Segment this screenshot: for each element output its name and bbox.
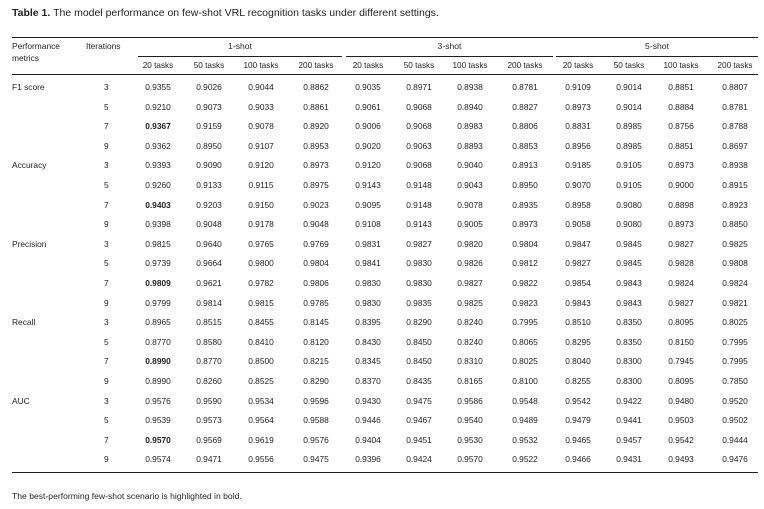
table-cell: 0.8971 [406, 82, 432, 92]
table-cell: 0.9765 [248, 238, 274, 249]
table-cell: 0.8697 [722, 140, 748, 151]
table-cell: 0.9569 [196, 434, 222, 445]
table-cell: 0.9576 [303, 434, 329, 445]
table-cell: 0.9835 [406, 297, 432, 308]
table-cell: 0.8025 [512, 356, 538, 367]
table-cell: 0.8950 [196, 140, 222, 151]
table-cell: 0.9068 [406, 160, 432, 171]
iteration-value: 9 [104, 219, 109, 230]
table-cell: 0.9033 [248, 101, 274, 112]
group-underline-2 [556, 56, 758, 57]
table-cell: 0.9068 [406, 121, 432, 132]
table-cell: 0.9404 [355, 434, 381, 445]
table-cell: 0.7945 [668, 356, 694, 367]
table-cell: 0.9830 [355, 297, 381, 308]
table-cell: 0.8515 [196, 317, 222, 328]
table-cell: 0.9040 [457, 160, 483, 171]
metric-name: AUC [12, 395, 30, 406]
subheader-tasks: 100 tasks [452, 61, 488, 70]
table-cell: 0.8350 [616, 336, 642, 347]
table-cell: 0.9023 [303, 199, 329, 210]
table-cell: 0.9822 [512, 278, 538, 288]
table-cell: 0.9403 [145, 199, 171, 210]
table-cell: 0.8290 [406, 317, 432, 328]
table-cell: 0.8861 [303, 101, 329, 112]
table-cell: 0.9393 [145, 160, 171, 171]
table-cell: 0.9441 [616, 415, 642, 426]
table-cell: 0.8410 [248, 336, 274, 347]
table-cell: 0.8150 [668, 336, 694, 347]
iteration-value: 7 [104, 356, 109, 367]
table-cell: 0.8770 [196, 356, 222, 367]
header-iterations: Iterations [86, 41, 121, 51]
table-cell: 0.9532 [512, 434, 538, 445]
table-caption-text: The model performance on few-shot VRL recognition tasks under different settings. [53, 7, 439, 19]
table-cell: 0.8770 [145, 336, 171, 347]
table-cell: 0.8973 [668, 160, 694, 171]
table-cell: 0.8915 [722, 180, 748, 190]
table-cell: 0.9107 [248, 140, 274, 151]
table-cell: 0.9808 [722, 258, 748, 269]
table-cell: 0.9804 [303, 258, 329, 269]
iteration-value: 7 [104, 434, 109, 445]
table-cell: 0.9178 [248, 219, 274, 230]
table-cell: 0.9540 [457, 415, 483, 426]
table-cell: 0.8040 [565, 356, 591, 367]
table-cell: 0.9502 [722, 415, 748, 426]
table-cell: 0.8827 [512, 101, 538, 112]
iteration-value: 5 [104, 180, 109, 190]
table-cell: 0.8990 [145, 376, 171, 386]
table-cell: 0.9105 [616, 160, 642, 171]
table-cell: 0.9814 [196, 297, 222, 308]
table-cell: 0.8956 [565, 140, 591, 151]
table-cell: 0.9621 [196, 278, 222, 288]
table-cell: 0.8851 [668, 140, 694, 151]
table-cell: 0.8500 [248, 356, 274, 367]
table-cell: 0.9396 [355, 454, 381, 465]
table-cell: 0.8290 [303, 376, 329, 386]
table-cell: 0.9070 [565, 180, 591, 190]
table-cell: 0.9640 [196, 238, 222, 249]
table-cell: 0.9769 [303, 238, 329, 249]
table-cell: 0.8831 [565, 121, 591, 132]
table-cell: 0.8095 [668, 317, 694, 328]
table-cell: 0.8975 [303, 180, 329, 190]
subheader-tasks: 200 tasks [298, 61, 334, 70]
table-cell: 0.9362 [145, 140, 171, 151]
table-cell: 0.9825 [457, 297, 483, 308]
table-cell: 0.8295 [565, 336, 591, 347]
table-cell: 0.9260 [145, 180, 171, 190]
table-cell: 0.8985 [616, 140, 642, 151]
table-cell: 0.9823 [512, 297, 538, 308]
table-cell: 0.9824 [668, 278, 694, 288]
table-cell: 0.8973 [668, 219, 694, 230]
table-cell: 0.9800 [248, 258, 274, 269]
table-cell: 0.8455 [248, 317, 274, 328]
table-cell: 0.9826 [457, 258, 483, 269]
table-cell: 0.9542 [565, 395, 591, 406]
table-cell: 0.8310 [457, 356, 483, 367]
subheader-tasks: 100 tasks [243, 61, 279, 70]
table-cell: 0.9446 [355, 415, 381, 426]
subheader-tasks: 50 tasks [613, 61, 645, 70]
iteration-value: 7 [104, 278, 109, 288]
table-cell: 0.8788 [722, 121, 748, 132]
header-metric-line1: Performance [12, 41, 60, 51]
table-cell: 0.9475 [406, 395, 432, 406]
table-cell: 0.9080 [616, 199, 642, 210]
table-cell: 0.8923 [722, 199, 748, 210]
table-cell: 0.8300 [616, 376, 642, 386]
table-cell: 0.8965 [145, 317, 171, 328]
iteration-value: 9 [104, 376, 109, 386]
table-cell: 0.9573 [196, 415, 222, 426]
table-cell: 0.7995 [722, 356, 748, 367]
table-cell: 0.8920 [303, 121, 329, 132]
subheader-tasks: 50 tasks [403, 61, 435, 70]
table-cell: 0.9035 [355, 82, 381, 92]
table-cell: 0.8435 [406, 376, 432, 386]
table-cell: 0.9080 [616, 219, 642, 230]
table-cell: 0.8450 [406, 336, 432, 347]
table-cell: 0.8165 [457, 376, 483, 386]
table-cell: 0.8953 [303, 140, 329, 151]
table-cell: 0.7850 [722, 376, 748, 386]
table-cell: 0.8851 [668, 82, 694, 92]
iteration-value: 3 [104, 317, 109, 328]
table-cell: 0.8260 [196, 376, 222, 386]
table-cell: 0.8756 [668, 121, 694, 132]
table-cell: 0.9475 [303, 454, 329, 465]
table-cell: 0.9824 [722, 278, 748, 288]
table-cell: 0.9444 [722, 434, 748, 445]
table-cell: 0.8853 [512, 140, 538, 151]
bottom-rule [12, 472, 758, 473]
table-cell: 0.9020 [355, 140, 381, 151]
table-cell: 0.9827 [457, 278, 483, 288]
group-title-2: 5-shot [645, 41, 669, 51]
table-cell: 0.8525 [248, 376, 274, 386]
table-cell: 0.9143 [406, 219, 432, 230]
table-caption [12, 7, 439, 19]
table-cell: 0.9078 [457, 199, 483, 210]
table-cell: 0.8781 [512, 82, 538, 92]
table-cell: 0.9108 [355, 219, 381, 230]
table-cell: 0.9596 [303, 395, 329, 406]
subheader-tasks: 200 tasks [717, 61, 753, 70]
table-cell: 0.9210 [145, 101, 171, 112]
table-cell: 0.8240 [457, 317, 483, 328]
table-cell: 0.9847 [565, 238, 591, 249]
metric-name: Recall [12, 317, 36, 328]
table-cell: 0.8430 [355, 336, 381, 347]
table-cell: 0.9843 [616, 297, 642, 308]
table-caption-label: Table 1. [12, 7, 51, 19]
table-cell: 0.9806 [303, 278, 329, 288]
table-cell: 0.9006 [355, 121, 381, 132]
table-cell: 0.9014 [616, 101, 642, 112]
table-cell: 0.9133 [196, 180, 222, 190]
table-cell: 0.9078 [248, 121, 274, 132]
table-cell: 0.8100 [512, 376, 538, 386]
table-cell: 0.9148 [406, 180, 432, 190]
iteration-value: 5 [104, 415, 109, 426]
table-cell: 0.9048 [196, 219, 222, 230]
table-cell: 0.9109 [565, 82, 591, 92]
table-cell: 0.8985 [616, 121, 642, 132]
table-cell: 0.8255 [565, 376, 591, 386]
table-cell: 0.9043 [457, 180, 483, 190]
table-cell: 0.9664 [196, 258, 222, 269]
table-cell: 0.9095 [355, 199, 381, 210]
table-cell: 0.7995 [512, 317, 538, 328]
table-cell: 0.9825 [722, 238, 748, 249]
table-cell: 0.8973 [512, 219, 538, 230]
table-cell: 0.8395 [355, 317, 381, 328]
table-cell: 0.9480 [668, 395, 694, 406]
table-cell: 0.8510 [565, 317, 591, 328]
table-cell: 0.9854 [565, 278, 591, 288]
table-cell: 0.9534 [248, 395, 274, 406]
table-cell: 0.8973 [565, 101, 591, 112]
table-cell: 0.9471 [196, 454, 222, 465]
table-cell: 0.8884 [668, 101, 694, 112]
table-cell: 0.9804 [512, 238, 538, 249]
table-cell: 0.9815 [248, 297, 274, 308]
metric-name: Accuracy [12, 160, 47, 171]
table-cell: 0.9830 [406, 278, 432, 288]
table-cell: 0.8950 [512, 180, 538, 190]
table-cell: 0.9120 [355, 160, 381, 171]
table-cell: 0.8350 [616, 317, 642, 328]
table-cell: 0.9048 [303, 219, 329, 230]
table-cell: 0.9431 [616, 454, 642, 465]
table-cell: 0.9014 [616, 82, 642, 92]
table-cell: 0.9503 [668, 415, 694, 426]
table-cell: 0.8898 [668, 199, 694, 210]
iteration-value: 9 [104, 297, 109, 308]
table-cell: 0.9520 [722, 395, 748, 406]
table-cell: 0.9841 [355, 258, 381, 269]
table-cell: 0.9090 [196, 160, 222, 171]
table-cell: 0.8807 [722, 82, 748, 92]
table-cell: 0.8893 [457, 140, 483, 151]
table-cell: 0.8935 [512, 199, 538, 210]
table-cell: 0.8850 [722, 219, 748, 230]
table-cell: 0.9564 [248, 415, 274, 426]
iteration-value: 5 [104, 336, 109, 347]
table-cell: 0.8862 [303, 82, 329, 92]
table-cell: 0.8958 [565, 199, 591, 210]
table-cell: 0.8025 [722, 317, 748, 328]
table-cell: 0.9845 [616, 238, 642, 249]
subheader-tasks: 100 tasks [663, 61, 699, 70]
table-cell: 0.9827 [565, 258, 591, 269]
table-cell: 0.9150 [248, 199, 274, 210]
table-cell: 0.8370 [355, 376, 381, 386]
table-cell: 0.8145 [303, 317, 329, 328]
table-cell: 0.9570 [145, 434, 171, 445]
table-cell: 0.9619 [248, 434, 274, 445]
table-cell: 0.9457 [616, 434, 642, 445]
iteration-value: 3 [104, 238, 109, 249]
iteration-value: 5 [104, 101, 109, 112]
table-cell: 0.9479 [565, 415, 591, 426]
table-cell: 0.9830 [406, 258, 432, 269]
table-cell: 0.9809 [145, 278, 171, 288]
table-cell: 0.9398 [145, 219, 171, 230]
iteration-value: 3 [104, 160, 109, 171]
table-cell: 0.8973 [303, 160, 329, 171]
group-underline-1 [346, 56, 553, 57]
table-cell: 0.8065 [512, 336, 538, 347]
table-cell: 0.9548 [512, 395, 538, 406]
table-cell: 0.9812 [512, 258, 538, 269]
table-cell: 0.8300 [616, 356, 642, 367]
table-cell: 0.8781 [722, 101, 748, 112]
table-cell: 0.8983 [457, 121, 483, 132]
table-cell: 0.8580 [196, 336, 222, 347]
table-cell: 0.9843 [565, 297, 591, 308]
table-cell: 0.9576 [145, 395, 171, 406]
table-cell: 0.8806 [512, 121, 538, 132]
table-cell: 0.9843 [616, 278, 642, 288]
metric-name: Precision [12, 238, 47, 249]
top-rule [12, 37, 758, 38]
table-cell: 0.9556 [248, 454, 274, 465]
table-cell: 0.9821 [722, 297, 748, 308]
table-cell: 0.9799 [145, 297, 171, 308]
table-cell: 0.9820 [457, 238, 483, 249]
table-cell: 0.9828 [668, 258, 694, 269]
table-cell: 0.9827 [406, 238, 432, 249]
iteration-value: 7 [104, 199, 109, 210]
table-cell: 0.9570 [457, 454, 483, 465]
table-cell: 0.9588 [303, 415, 329, 426]
table-cell: 0.8095 [668, 376, 694, 386]
table-cell: 0.9530 [457, 434, 483, 445]
table-cell: 0.9058 [565, 219, 591, 230]
table-cell: 0.9000 [668, 180, 694, 190]
table-cell: 0.9185 [565, 160, 591, 171]
group-title-1: 3-shot [437, 41, 462, 51]
subheader-tasks: 50 tasks [193, 61, 225, 70]
iteration-value: 3 [104, 82, 109, 92]
subheader-tasks: 200 tasks [507, 61, 543, 70]
table-cell: 0.9367 [145, 121, 171, 132]
metric-name: F1 score [12, 82, 45, 92]
table-cell: 0.8913 [512, 160, 538, 171]
table-cell: 0.9476 [722, 454, 748, 465]
table-cell: 0.9424 [406, 454, 432, 465]
table-cell: 0.9422 [616, 395, 642, 406]
table-cell: 0.9467 [406, 415, 432, 426]
table-cell: 0.9782 [248, 278, 274, 288]
table-cell: 0.8345 [355, 356, 381, 367]
header-bottom-rule [12, 74, 758, 75]
table-cell: 0.9061 [355, 101, 381, 112]
group-underline-0 [138, 56, 342, 57]
subheader-tasks: 20 tasks [142, 61, 174, 70]
iteration-value: 5 [104, 258, 109, 269]
table-cell: 0.7995 [722, 336, 748, 347]
table-cell: 0.8990 [145, 356, 171, 367]
table-cell: 0.9542 [668, 434, 694, 445]
table-cell: 0.9430 [355, 395, 381, 406]
table-cell: 0.9044 [248, 82, 274, 92]
subheader-tasks: 20 tasks [562, 61, 594, 70]
iteration-value: 7 [104, 121, 109, 132]
iteration-value: 3 [104, 395, 109, 406]
table-cell: 0.9831 [355, 238, 381, 249]
table-cell: 0.9827 [668, 238, 694, 249]
table-cell: 0.9489 [512, 415, 538, 426]
group-title-0: 1-shot [228, 41, 252, 51]
table-cell: 0.9465 [565, 434, 591, 445]
table-cell: 0.9355 [145, 82, 171, 92]
table-cell: 0.9073 [196, 101, 222, 112]
table-cell: 0.9815 [145, 238, 171, 249]
table-cell: 0.9068 [406, 101, 432, 112]
table-cell: 0.8215 [303, 356, 329, 367]
table-cell: 0.9120 [248, 160, 274, 171]
table-cell: 0.9522 [512, 454, 538, 465]
table-cell: 0.9203 [196, 199, 222, 210]
table-cell: 0.8240 [457, 336, 483, 347]
table-cell: 0.9148 [406, 199, 432, 210]
table-cell: 0.9026 [196, 82, 222, 92]
iteration-value: 9 [104, 454, 109, 465]
table-cell: 0.9827 [668, 297, 694, 308]
table-cell: 0.9574 [145, 454, 171, 465]
table-cell: 0.9063 [406, 140, 432, 151]
table-footnote: The best-performing few-shot scenario is highlighted in bold. [12, 491, 242, 501]
table-cell: 0.8120 [303, 336, 329, 347]
header-metric-line2: metrics [12, 53, 39, 63]
table-cell: 0.9005 [457, 219, 483, 230]
table-cell: 0.9830 [355, 278, 381, 288]
table-cell: 0.9590 [196, 395, 222, 406]
iteration-value: 9 [104, 140, 109, 151]
table-cell: 0.9105 [616, 180, 642, 190]
table-cell: 0.9115 [248, 180, 274, 190]
table-cell: 0.9159 [196, 121, 222, 132]
table-cell: 0.8938 [722, 160, 748, 171]
table-cell: 0.9785 [303, 297, 329, 308]
table-cell: 0.9493 [668, 454, 694, 465]
table-cell: 0.8940 [457, 101, 483, 112]
table-cell: 0.8450 [406, 356, 432, 367]
table-cell: 0.9451 [406, 434, 432, 445]
table-cell: 0.9586 [457, 395, 483, 406]
table-cell: 0.9845 [616, 258, 642, 269]
table-cell: 0.9466 [565, 454, 591, 465]
table-cell: 0.9143 [355, 180, 381, 190]
table-cell: 0.8938 [457, 82, 483, 92]
subheader-tasks: 20 tasks [352, 61, 384, 70]
table-cell: 0.9739 [145, 258, 171, 269]
table-cell: 0.9539 [145, 415, 171, 426]
